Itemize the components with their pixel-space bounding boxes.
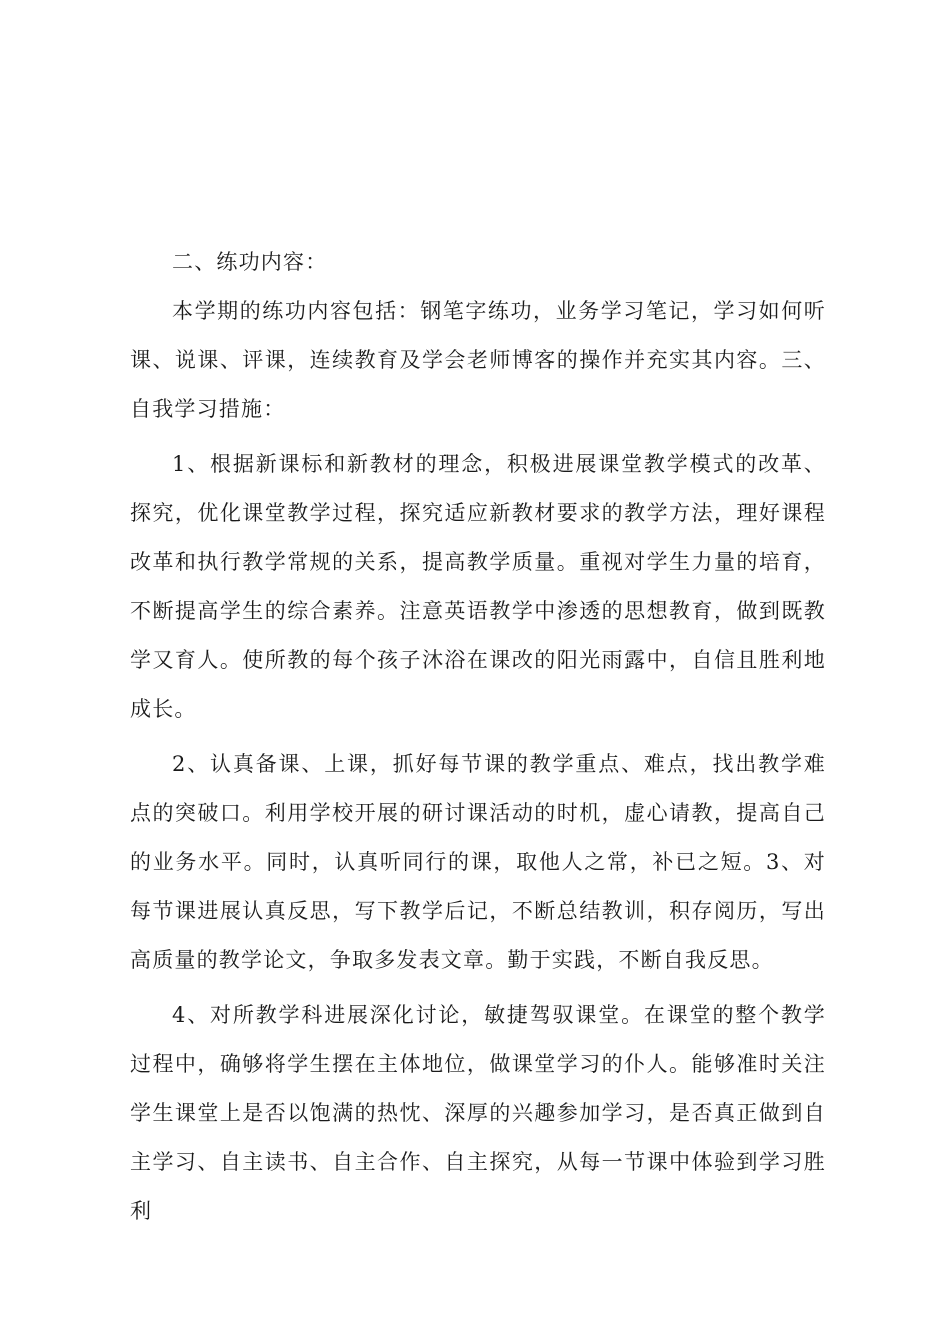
document-body (130, 238, 826, 1236)
paragraph-practice-content: 本学期的练功内容包括：钢笔字练功，业务学习笔记，学习如何听课、说课、评课，连续教育及学会老师博客的操作并充实其内容。三、自我学习措施： (130, 299, 826, 421)
section-heading: 二、练功内容： (172, 250, 328, 274)
paragraph-measure-4: 4、对所教学科进展深化讨论，敏捷驾驭课堂。在课堂的整个教学过程中，确够将学生摆在主体地位，做课堂学习的仆人。能够准时关注学生课堂上是否以饱满的热忱、深厚的兴趣参加学习，是否真正做到自主学习、自主读书、自主合作、自主探究，从每一节课中体验到学习胜利 (130, 1003, 826, 1223)
paragraph-measure-2: 2、认真备课、上课，抓好每节课的教学重点、难点，找出教学难点的突破口。利用学校开展的研讨课活动的时机，虚心请教，提高自己的业务水平。同时，认真听同行的课，取他人之常，补已之短。3、对每节课进展认真反思，写下教学后记，不断总结教训，积存阅历，写出高质量的教学论文，争取多发表文章。勤于实践，不断自我反思。 (130, 752, 826, 972)
paragraph-measure-1: 1、根据新课标和新教材的理念，积极进展课堂教学模式的改革、探究，优化课堂教学过程，探究适应新教材要求的教学方法，理好课程改革和执行教学常规的关系，提高教学质量。重视对学生力量的培育，不断提高学生的综合素养。注意英语教学中渗透的思想教育，做到既教学又育人。使所教的每个孩子沐浴在课改的阳光雨露中，自信且胜利地成长。 (130, 452, 826, 721)
